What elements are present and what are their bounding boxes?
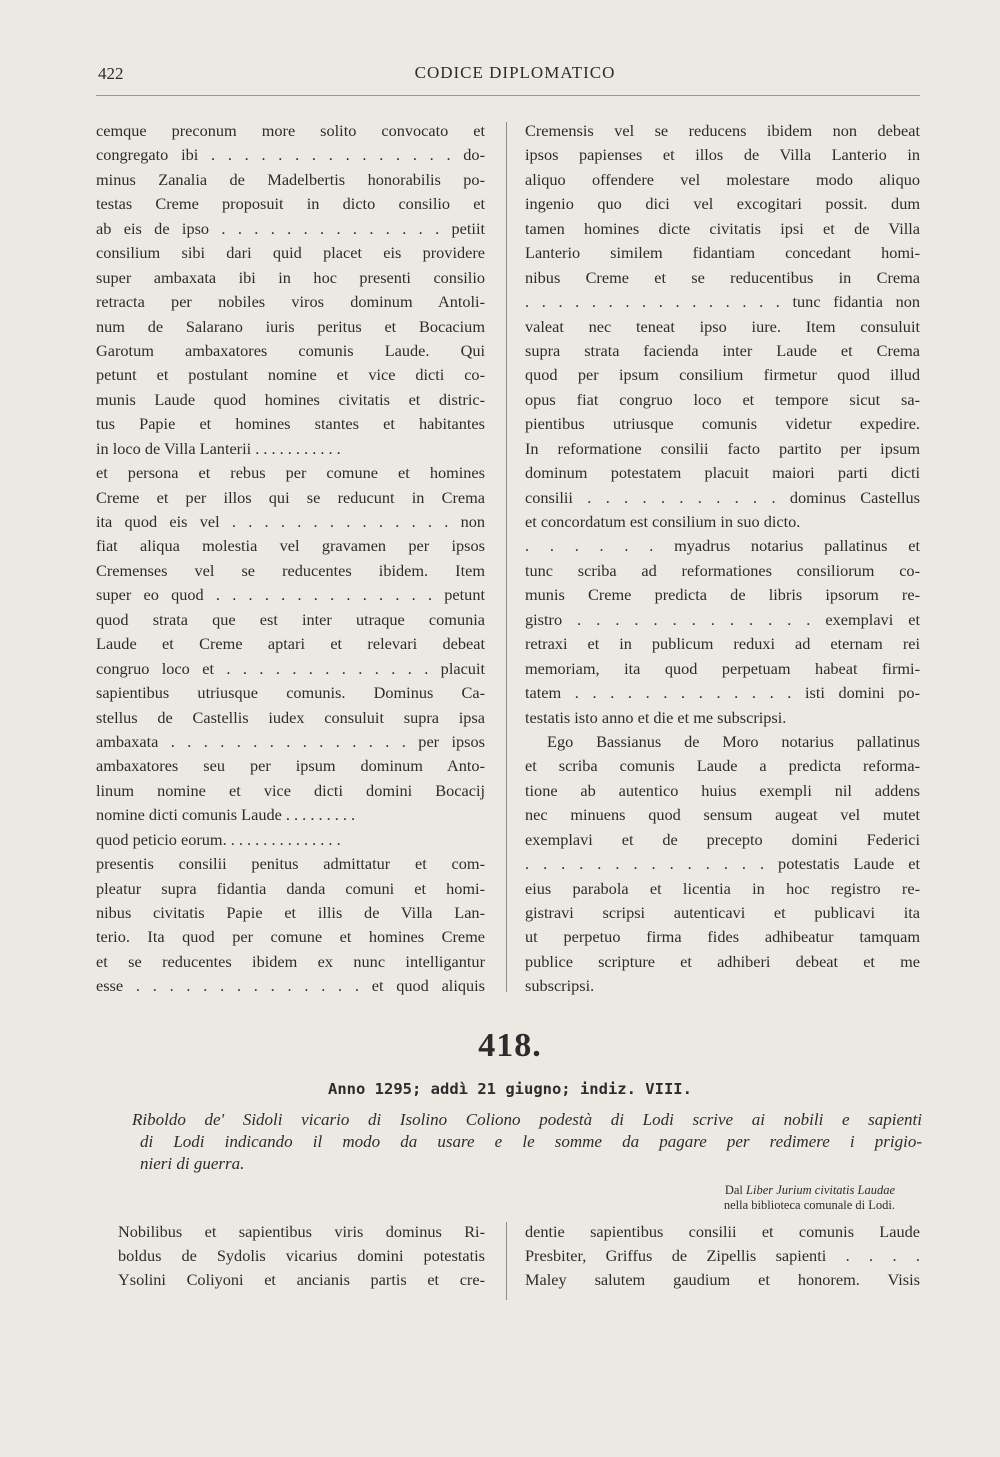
page-number: 422 xyxy=(98,64,124,83)
regest-line: di Lodi indicando il modo da usare e le somme da pagare per redimere i prigio- xyxy=(140,1132,922,1151)
document-date: Anno 1295; addì 21 giugno; indiz. VIII. xyxy=(328,1080,692,1098)
text-line: super ambaxata ibi in hoc presenti consilio xyxy=(96,267,485,287)
text-line: munis Creme predicta de libris ipsorum re- xyxy=(525,585,920,605)
text-line: num de Salarano iuris peritus et Bocacium xyxy=(96,316,485,336)
text-line: boldus de Sydolis vicarius domini potestatis xyxy=(118,1246,485,1265)
text-line: tus Papie et homines stantes et habitantes xyxy=(96,414,485,434)
running-title: CODICE DIPLOMATICO xyxy=(414,63,616,82)
text-line: quod per ipsum consilium firmetur quod illud xyxy=(525,365,920,385)
text-line: ambaxatores seu per ipsum dominum Anto- xyxy=(96,756,485,776)
text-line: . . . . . . . . . . . . . . potestatis Laude et xyxy=(525,854,920,874)
right-column xyxy=(525,119,920,999)
text-line: pleatur supra fidantia danda comuni et homi- xyxy=(96,878,485,898)
text-line: super eo quod . . . . . . . . . . . . . . petunt xyxy=(96,585,485,605)
text-line: congruo loco et . . . . . . . . . . . . . placuit xyxy=(96,658,485,678)
text-line: petunt et postulant nomine et vice dicti co- xyxy=(96,365,485,385)
text-line: sapientibus utriusque comunis. Dominus Ca- xyxy=(96,683,485,703)
text-line: ab eis de ipso . . . . . . . . . . . . . . petiit xyxy=(96,218,485,238)
text-line: terio. Ita quod per comune et homines Creme xyxy=(96,927,485,947)
text-line: et concordatum est consilium in suo dicto. xyxy=(525,512,801,531)
text-line: linum nomine et vice dicti domini Bocacij xyxy=(96,780,485,800)
text-line: memoriam, ita quod perpetuam habeat firmi- xyxy=(525,658,920,678)
text-line: opus fiat congruo loco et tempore sicut sa- xyxy=(525,389,920,409)
text-line: fiat aliqua molestia vel gravamen per ipsos xyxy=(96,536,485,556)
text-line: pientibus utriusque comunis videtur expedire. xyxy=(525,414,920,434)
document-number: 418. xyxy=(478,1027,542,1064)
source-note xyxy=(724,1183,895,1213)
text-line: Presbiter, Griffus de Zipellis sapienti . . . . xyxy=(525,1246,920,1265)
column-divider xyxy=(506,122,507,992)
regest xyxy=(132,1109,922,1175)
text-line: Ysolini Coliyoni et ancianis partis et cre- xyxy=(118,1270,485,1289)
text-line: quod strata que est inter utraque comunia xyxy=(96,609,485,629)
text-line: tunc scriba ad reformationes consiliorum co- xyxy=(525,560,920,580)
text-line: subscripsi. xyxy=(525,976,595,996)
text-line: Maley salutem gaudium et honorem. Visis xyxy=(525,1270,920,1289)
text-line: nibus Creme et se reducentibus in Crema xyxy=(525,267,920,287)
header-rule xyxy=(96,95,920,96)
text-line: supra strata facienda inter Laude et Crema xyxy=(525,340,920,360)
text-line: dominum potestatem placuit maiori parti dicti xyxy=(525,463,920,483)
text-line: et persona et rebus per comune et homines xyxy=(96,463,485,483)
regest-line: nieri di guerra. xyxy=(140,1154,245,1173)
text-line: tatem . . . . . . . . . . . . . isti domini po- xyxy=(525,683,920,703)
text-line: Lanterio similem fidantiam concedant homi- xyxy=(525,243,920,263)
text-line: tamen homines dicte civitatis ipsi et de Villa xyxy=(525,218,920,238)
text-line: testatis isto anno et die et me subscripsi. xyxy=(525,707,787,727)
text-line: esse . . . . . . . . . . . . . . et quod aliquis xyxy=(96,976,485,996)
text-line: dentie sapientibus consilii et comunis Laude xyxy=(525,1222,920,1241)
left-column xyxy=(96,119,485,999)
text-line: valeat nec teneat ipso iure. Item consuluit xyxy=(525,316,920,336)
text-line: testas Creme proposuit in dicto consilio et xyxy=(96,194,485,214)
text-line: congregato ibi . . . . . . . . . . . . . . . do- xyxy=(96,145,485,165)
text-line: Cremensis vel se reducens ibidem non debeat xyxy=(525,121,920,140)
text-line: minus Zanalia de Madelbertis honorabilis po- xyxy=(96,169,485,189)
text-line: Ego Bassianus de Moro notarius pallatinus xyxy=(547,731,920,751)
text-line: munis Laude quod homines civitatis et distric- xyxy=(96,389,485,409)
text-line: nomine dicti comunis Laude . . . . . . . . . xyxy=(96,805,356,825)
text-line: Creme et per illos qui se reducunt in Crema xyxy=(96,487,485,507)
text-line: in loco de Villa Lanterii . . . . . . . . . . . xyxy=(96,438,341,458)
text-line: eius parabola et licentia in hoc registro re- xyxy=(525,878,920,898)
text-line: ipsos papienses et illos de Villa Lanterio in xyxy=(525,145,920,165)
text-line: ut perpetuo firma fides adhibeatur tamquam xyxy=(525,927,920,947)
column-divider-bottom xyxy=(506,1222,507,1300)
text-line: publice scripture et adhiberi debeat et me xyxy=(525,951,920,971)
text-line: In reformatione consilii facto partito per ipsum xyxy=(525,438,920,458)
text-line: et se reducentes ibidem ex nunc intelligantur xyxy=(96,951,485,971)
text-line: nibus civitatis Papie et illis de Villa Lan- xyxy=(96,903,485,922)
source-prefix: Dal xyxy=(724,1183,743,1197)
source-line xyxy=(724,1183,895,1198)
text-line: Cremenses vel se reducentes ibidem. Item xyxy=(96,560,485,580)
text-line: ambaxata . . . . . . . . . . . . . . . per ipsos xyxy=(96,731,485,751)
text-line: presentis consilii penitus admittatur et com- xyxy=(96,854,485,874)
text-line: cemque preconum more solito convocato et xyxy=(96,121,485,140)
source-title: Liber Jurium civitatis Laudae xyxy=(746,1183,895,1197)
text-line: gistravi scripsi autenticavi et publicavi ita xyxy=(525,903,920,922)
left-column-bottom xyxy=(118,1220,485,1292)
text-line: et scriba comunis Laude a predicta reforma- xyxy=(525,756,920,776)
text-line: Garotum ambaxatores comunis Laude. Qui xyxy=(96,340,485,360)
text-line: ingenio quo dici vel excogitari possit. dum xyxy=(525,194,920,214)
source-location: nella biblioteca comunale di Lodi. xyxy=(723,1198,895,1212)
text-line: exemplavi et de precepto domini Federici xyxy=(525,829,920,849)
text-line: retraxi et in publicum reduxi ad eternam rei xyxy=(525,634,920,654)
text-line: Nobilibus et sapientibus viris dominus Ri- xyxy=(118,1222,485,1241)
text-line: consilium sibi dari quid placet eis providere xyxy=(96,243,485,263)
text-line: . . . . . . . . . . . . . . . . tunc fidantia non xyxy=(525,292,920,312)
text-line: Laude et Creme aptari et relevari debeat xyxy=(96,634,485,654)
text-line: nec minuens quod sensum augeat vel mutet xyxy=(525,805,920,825)
text-line: quod peticio eorum. . . . . . . . . . . . . . . xyxy=(96,829,341,849)
text-line: aliquo offendere vel molestare modo aliquo xyxy=(525,169,920,189)
text-line: gistro . . . . . . . . . . . . . exemplavi et xyxy=(525,609,920,629)
text-line: . . . . . . myadrus notarius pallatinus et xyxy=(525,536,920,556)
text-line: ita quod eis vel . . . . . . . . . . . . . . non xyxy=(96,512,485,531)
text-line: stellus de Castellis iudex consuluit supra ipsa xyxy=(96,707,485,727)
regest-line: Riboldo de' Sidoli vicario di Isolino Coliono podestà di Lodi scrive ai nobili e sapienti xyxy=(132,1110,922,1129)
right-column-bottom xyxy=(525,1220,920,1292)
text-line: retracta per nobiles viros dominum Antoli- xyxy=(96,292,485,312)
text-line: tione ab autentico huius exempli nil addens xyxy=(525,780,920,800)
text-line: consilii . . . . . . . . . . . dominus Castellus xyxy=(525,487,920,507)
